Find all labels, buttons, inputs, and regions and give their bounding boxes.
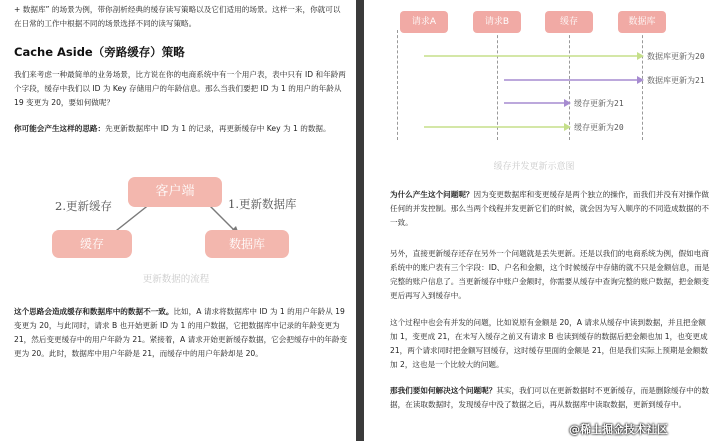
- update-cache-label: 2.更新缓存: [55, 199, 112, 213]
- right-paragraph-1-rest: 因为变更数据库和变更缓存是两个独立的操作，而我们并没有对操作做任何的并发控制。那么当两个线程并发更新它们的时候，就会因为写入顺序的不同造成数据的不一致。: [390, 190, 709, 227]
- right-paragraph-2: 另外，直接更新缓存还存在另外一个问题就是丢失更新。还是以我们的电商系统为例，假如电商系统中的账户表有三个字段：ID、户名和金额，这个时候缓存中存储的就不只是金额信息，而是完整的账户信息了。当更新缓存中账户金额时，你需要从缓存中查询完整的账户数据，把金额变更后再写入到缓存中。: [390, 249, 710, 300]
- right-paragraph-1: [390, 188, 712, 230]
- msg-label-2: 数据库更新为21: [647, 76, 705, 85]
- client-node: 客户端: [128, 177, 222, 207]
- msg-arrow-1-head: [637, 52, 644, 60]
- sequence-caption: 缓存并发更新示意图: [493, 162, 575, 172]
- msg-arrow-4-head: [564, 123, 571, 131]
- watermark-text: @稀土掘金技术社区: [569, 423, 668, 436]
- left-page: [0, 0, 356, 441]
- msg-label-4: 缓存更新为20: [574, 123, 624, 132]
- diagram-caption: 更新数据的流程: [142, 274, 210, 285]
- intro-text: + 数据库” 的场景为例，带你剖析经典的缓存读写策略以及它们适用的场景。这样一来，你就可以在日常的工作中根据不同的场景选择不同的读写策略。: [14, 5, 341, 28]
- right-paragraph-4: [390, 384, 712, 412]
- section-title: Cache Aside（旁路缓存）策略: [14, 45, 185, 59]
- database-node: 数据库: [205, 230, 289, 258]
- msg-label-3: 缓存更新为21: [574, 99, 624, 108]
- page-gutter: [356, 0, 364, 441]
- paragraph-3: [14, 305, 348, 361]
- paragraph-3-bold: 这个思路会造成缓存和数据库中的数据不一致。: [14, 307, 174, 316]
- right-paragraph-3: 这个过程中也会有并发的问题，比如说原有金额是 20，A 请求从缓存中读到数据，并且把金额加 1，变更成 21，在未写入缓存之前又有请求 B 也读到缓存的数据后把金额也加 1，也变更成 21，两个请求同时把金额写回缓存，这时缓存里面的金额是 21，但是我们实际上预期是金额数加 2，这也是一个比较大的问题。: [390, 318, 708, 369]
- cache-node: 缓存: [52, 230, 132, 258]
- paragraph-2-rest: 先更新数据库中 ID 为 1 的记录，再更新缓存中 Key 为 1 的数据。: [105, 124, 331, 133]
- lane-request-a: 请求A: [400, 11, 448, 33]
- right-paragraph-4-rest: 其实，我们可以在更新数据时不更新缓存，而是删除缓存中的数据，在读取数据时，发现缓存中没了数据之后，再从数据库中读取数据，更新到缓存中。: [390, 386, 709, 409]
- msg-arrow-3-head: [564, 99, 571, 107]
- right-paragraph-1-bold: 为什么产生这个问题呢？: [390, 190, 474, 199]
- paragraph-1: 我们来考虑一种最简单的业务场景，比方说在你的电商系统中有一个用户表，表中只有 ID 和年龄两个字段，缓存中我们以 ID 为 Key 存储用户的年龄信息。那么当我们要把 ID 为 1 的用户的年龄从 19 变更为 20，要如何做呢？: [14, 70, 346, 107]
- msg-arrow-2-head: [637, 76, 644, 84]
- msg-label-1: 数据库更新为20: [647, 52, 705, 61]
- lane-request-b: 请求B: [473, 11, 521, 33]
- diagram-arrows: [0, 0, 356, 441]
- paragraph-3-rest: 比如，A 请求将数据库中 ID 为 1 的用户年龄从 19 变更为 20，与此同时，请求 B 也开始更新 ID 为 1 的用户数据，它把数据库中记录的年龄变更为 21，然后变更缓存中的用户年龄为 21。紧接着，A 请求开始更新缓存数据，它会把缓存中的年龄变更为 20。此时，数据库中用户年龄是 21，而缓存中的用户年龄却是 20。: [14, 307, 348, 358]
- paragraph-2-bold: 你可能会产生这样的思路：: [14, 124, 106, 133]
- lane-database: 数据库: [618, 11, 666, 33]
- lane-cache: 缓存: [545, 11, 593, 33]
- right-paragraph-4-bold: 那我们要如何解决这个问题呢？: [390, 386, 497, 395]
- update-db-label: 1.更新数据库: [228, 197, 297, 211]
- right-page: [364, 0, 720, 441]
